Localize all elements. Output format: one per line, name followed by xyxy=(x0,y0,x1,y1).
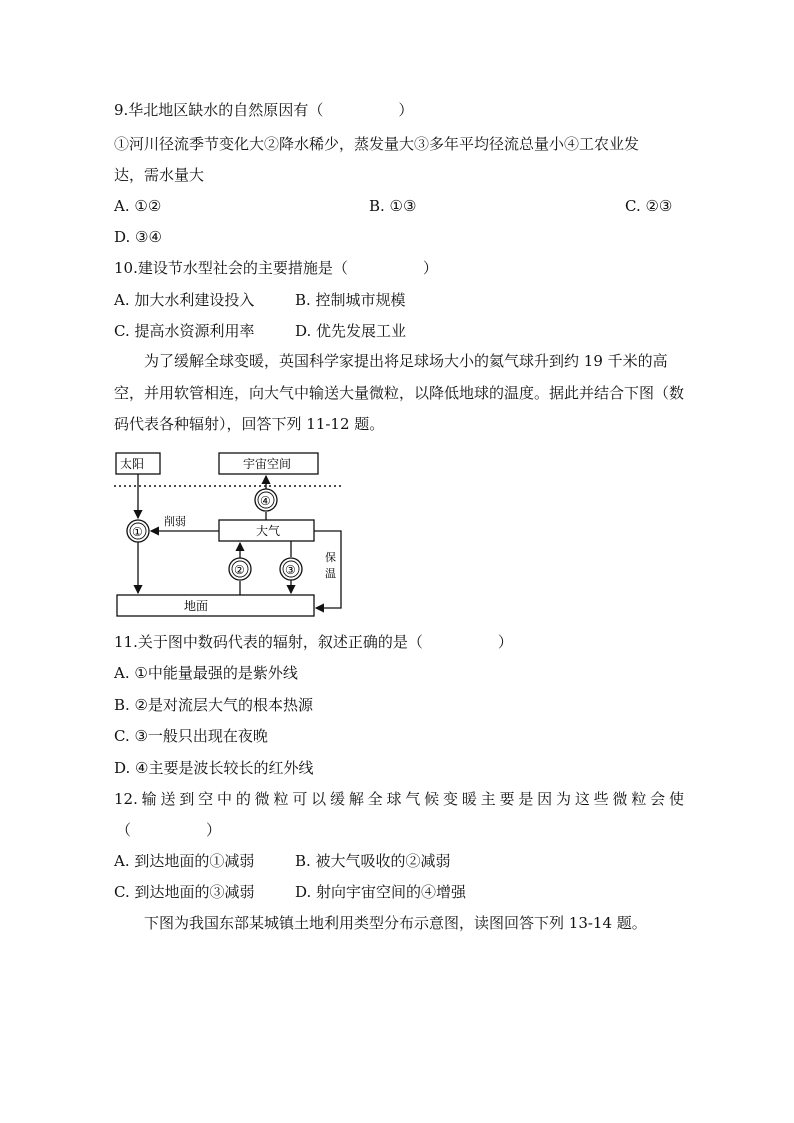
space-label: 宇宙空间 xyxy=(243,457,292,471)
ground-box xyxy=(117,595,314,616)
intro-paragraph-13-14: 下图为我国东部某城镇土地利用类型分布示意图，读图回答下列 13-14 题。 xyxy=(144,914,647,932)
q10-option-c: C. 提高水资源利用率 xyxy=(114,322,255,340)
q9-option-b: B. ①③ xyxy=(369,197,417,215)
radiation-diagram xyxy=(112,446,352,621)
atmosphere-label: 大气 xyxy=(256,524,281,538)
sun-label: 太阳 xyxy=(120,457,145,471)
q11-stem: 11.关于图中数码代表的辐射，叙述正确的是（ ） xyxy=(114,633,513,651)
q9-option-d: D. ③④ xyxy=(114,228,162,246)
q9-option-a: A. ①② xyxy=(114,197,162,215)
intro-paragraph-11-12: 为了缓解全球变暖，英国科学家提出将足球场大小的氦气球升到约 19 千米的高空，并用软管相连，向大气中输送大量微粒，以降低地球的温度。据此并结合下图（数码代表各种辐射），回答下列 11-12 题。 xyxy=(114,352,685,433)
q9-stem: 9.华北地区缺水的自然原因有（ ） xyxy=(114,101,414,119)
radiation-3-label: ③ xyxy=(285,563,296,577)
q11-option-d: D. ④主要是波长较长的红外线 xyxy=(114,759,314,777)
q12-option-c: C. 到达地面的③减弱 xyxy=(114,883,255,901)
radiation-4-label: ④ xyxy=(260,494,271,508)
radiation-1-label: ① xyxy=(132,525,143,539)
q10-option-a: A. 加大水利建设投入 xyxy=(114,291,255,309)
q11-option-a: A. ①中能量最强的是紫外线 xyxy=(114,664,298,682)
q10-option-d: D. 优先发展工业 xyxy=(295,322,407,340)
radiation-2-label: ② xyxy=(234,563,245,577)
q12-option-d: D. 射向宇宙空间的④增强 xyxy=(295,883,467,901)
q12-stem-line1: 12.输送到空中的微粒可以缓解全球气候变暖主要是因为这些微粒会使 xyxy=(114,790,684,808)
q12-option-b: B. 被大气吸收的②减弱 xyxy=(295,852,451,870)
q9-statements-line1: ①河川径流季节变化大②降水稀少，蒸发量大③多年平均径流总量小④工农业发 xyxy=(114,135,640,153)
ground-label: 地面 xyxy=(184,599,209,613)
q10-stem: 10.建设节水型社会的主要措施是（ ） xyxy=(114,259,438,277)
q10-option-b: B. 控制城市规模 xyxy=(295,291,406,309)
insulate-char-1: 保 xyxy=(325,551,336,564)
q11-option-b: B. ②是对流层大气的根本热源 xyxy=(114,696,314,714)
q11-option-c: C. ③一般只出现在夜晚 xyxy=(114,727,268,745)
q9-statements-line2: 达，需水量大 xyxy=(114,166,205,184)
weaken-label: 削弱 xyxy=(164,515,186,528)
insulate-char-2: 温 xyxy=(325,567,336,580)
q9-option-c: C. ②③ xyxy=(625,197,673,215)
q12-stem-line2: （ ） xyxy=(116,821,222,839)
q12-option-a: A. 到达地面的①减弱 xyxy=(114,852,255,870)
